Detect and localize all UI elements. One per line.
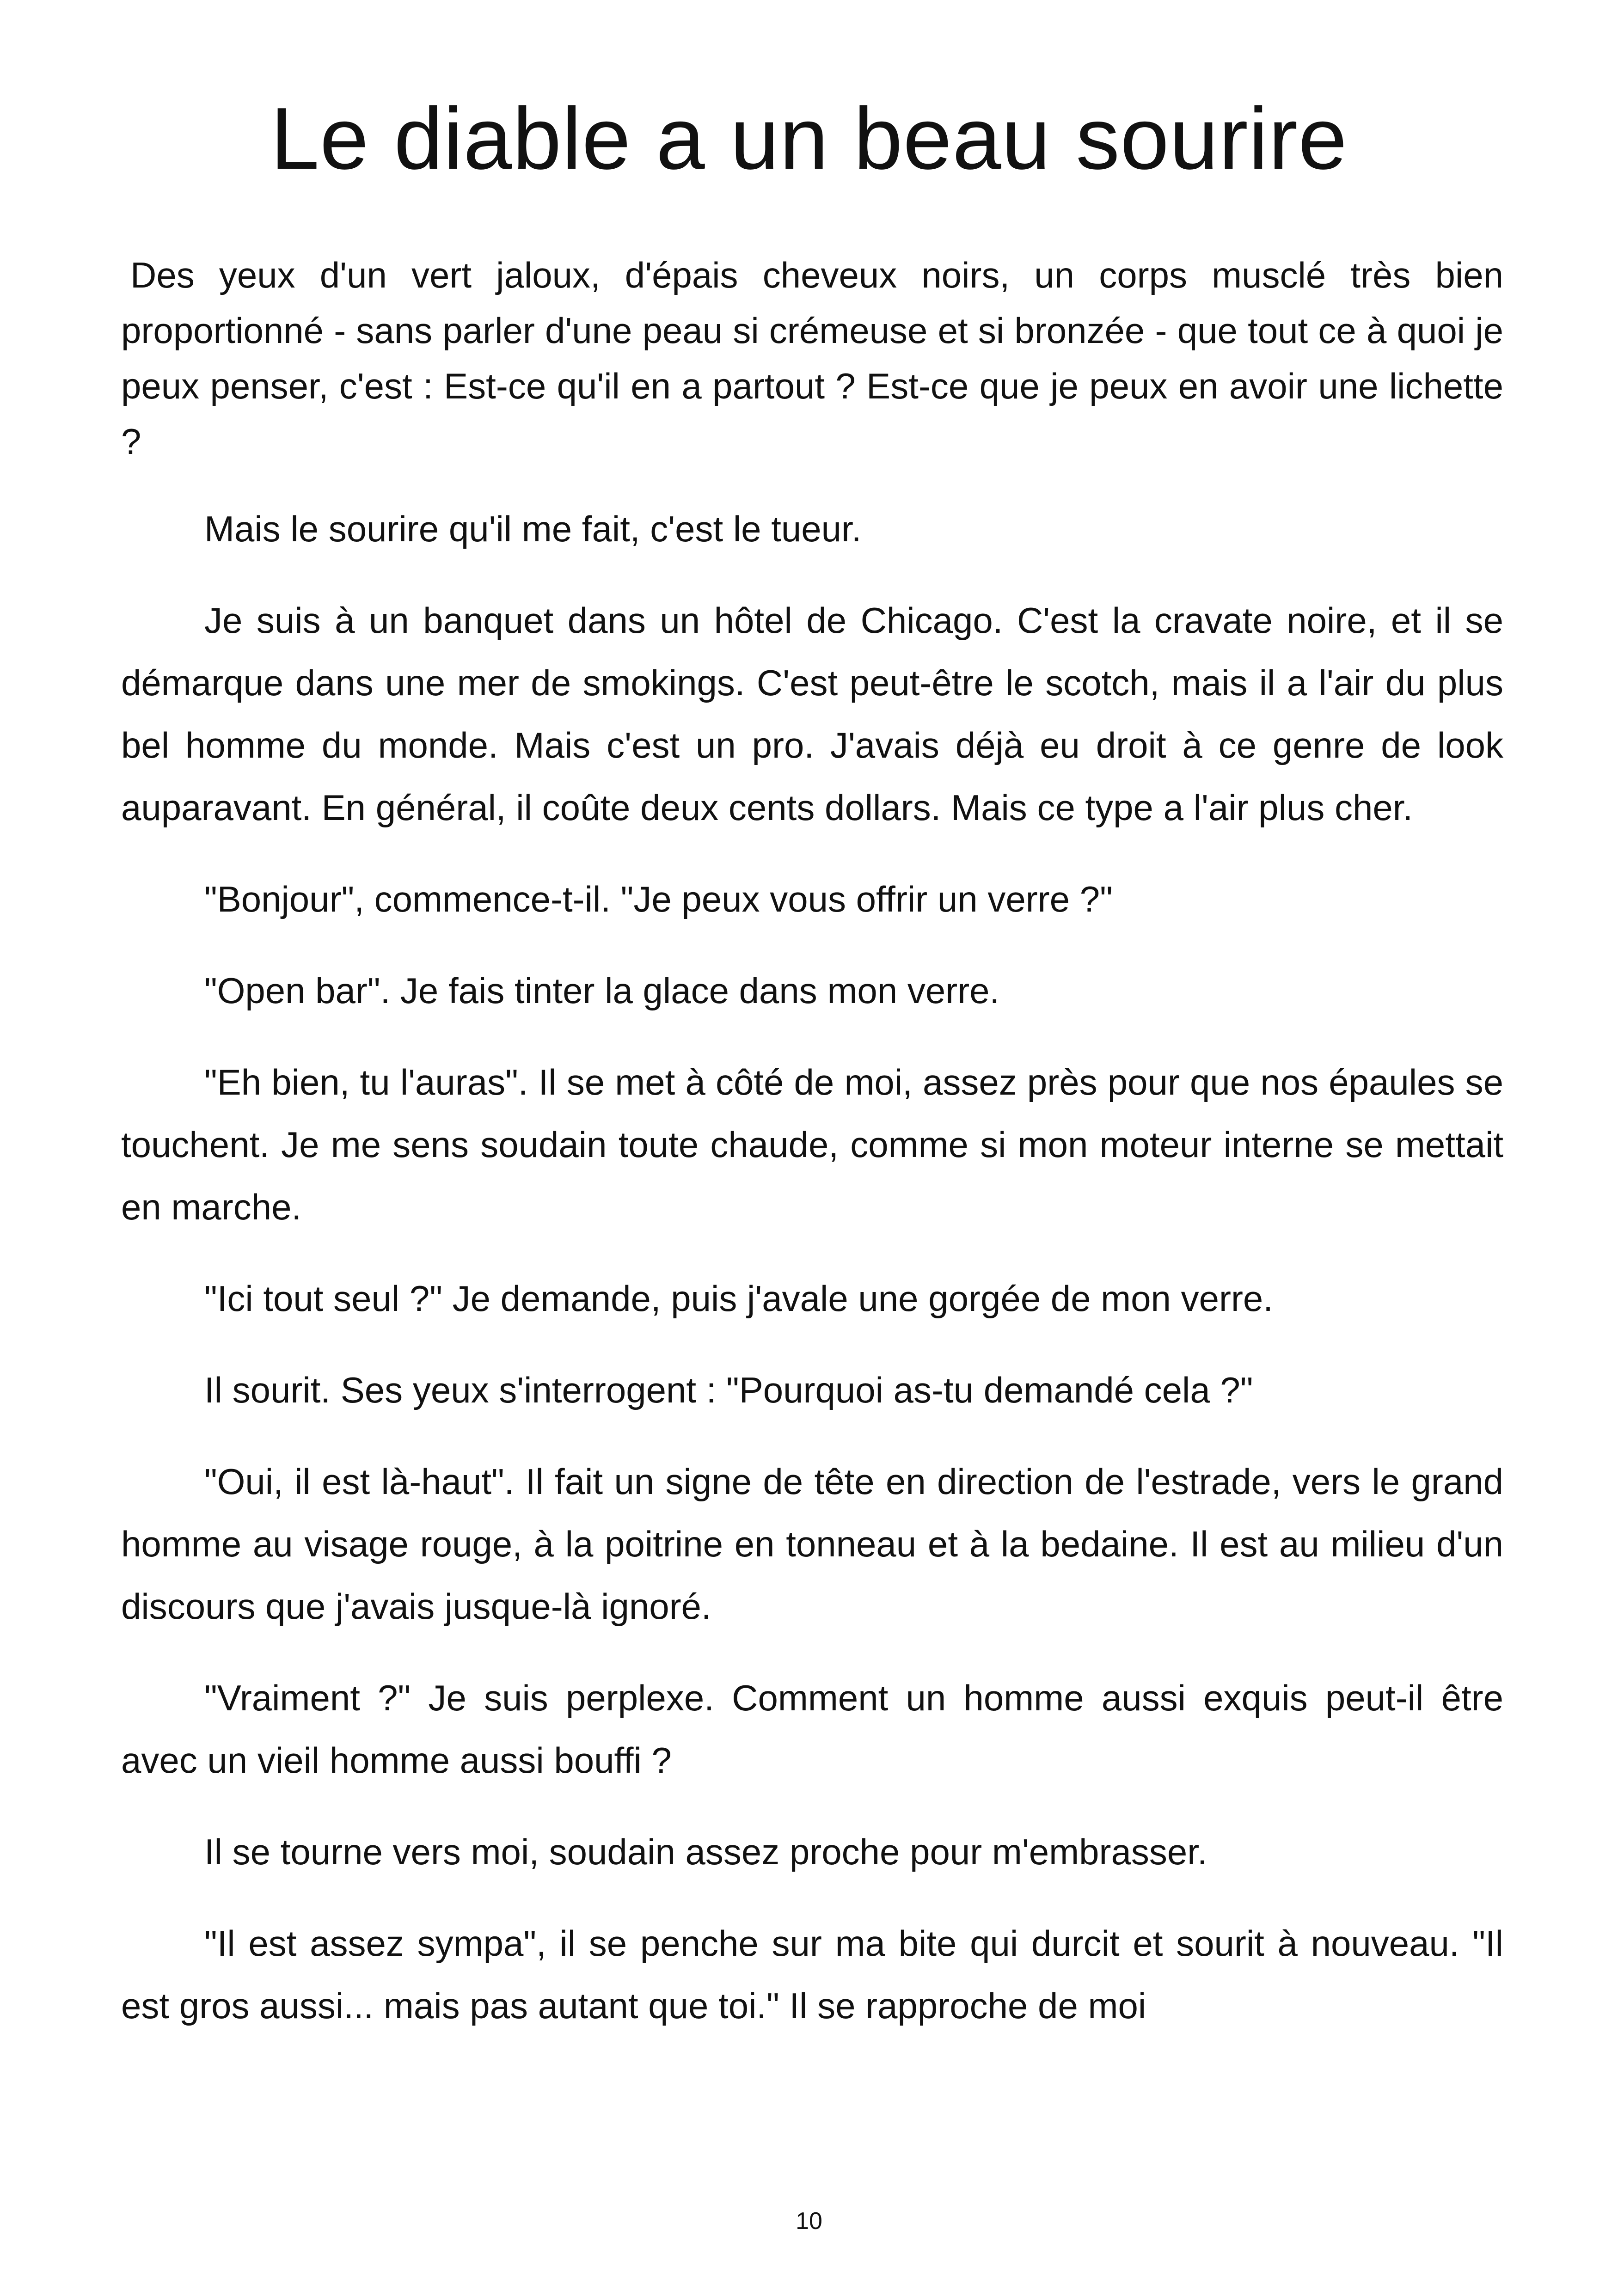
paragraph-3: Je suis à un banquet dans un hôtel de Chicago. C'est la cravate noire, et il se démarque dans une mer de smokings. C'est peut-être le scotch, mais il a l'air du plus bel homme du monde. Mais c'est un pro. J'avais déjà eu droit à ce genre de look auparavant. En général, il coûte deux cents dollars. Mais ce type a l'air plus cher.: [121, 600, 1503, 828]
page-number: 10: [796, 2208, 822, 2235]
paragraph-12: "Il est assez sympa", il se penche sur ma bite qui durcit et sourit à nouveau. "Il est gros aussi... mais pas autant que toi." Il se rapproche de moi: [121, 1923, 1503, 2026]
paragraph-1: Des yeux d'un vert jaloux, d'épais cheveux noirs, un corps musclé très bien proportionné - sans parler d'une peau si crémeuse et si bronzée - que tout ce à quoi je peux penser, c'est : Est-ce qu'il en a partout ? Est-ce que je peux en avoir une lichette ?: [121, 255, 1503, 462]
paragraph-2: Mais le sourire qu'il me fait, c'est le tueur.: [204, 508, 862, 549]
paragraph-8: Il sourit. Ses yeux s'interrogent : "Pourquoi as-tu demandé cela ?": [204, 1370, 1253, 1410]
paragraph-9: "Oui, il est là-haut". Il fait un signe de tête en direction de l'estrade, vers le grand homme au visage rouge, à la poitrine en tonneau et à la bedaine. Il est au milieu d'un discours que j'avais jusque-là ignoré.: [121, 1461, 1503, 1627]
paragraph-5: "Open bar". Je fais tinter la glace dans mon verre.: [204, 970, 1000, 1011]
paragraph-7: "Ici tout seul ?" Je demande, puis j'avale une gorgée de mon verre.: [204, 1278, 1273, 1319]
paragraph-6: "Eh bien, tu l'auras". Il se met à côté de moi, assez près pour que nos épaules se touchent. Je me sens soudain toute chaude, comme si mon moteur interne se mettait en marche.: [121, 1062, 1503, 1227]
page-title: Le diable a un beau sourire: [270, 90, 1348, 188]
paragraph-11: Il se tourne vers moi, soudain assez proche pour m'embrasser.: [204, 1831, 1207, 1872]
paragraph-10: "Vraiment ?" Je suis perplexe. Comment un homme aussi exquis peut-il être avec un vieil homme aussi bouffi ?: [121, 1678, 1503, 1781]
paragraph-4: "Bonjour", commence-t-il. "Je peux vous offrir un verre ?": [204, 879, 1113, 919]
body-text: [121, 247, 1503, 2037]
